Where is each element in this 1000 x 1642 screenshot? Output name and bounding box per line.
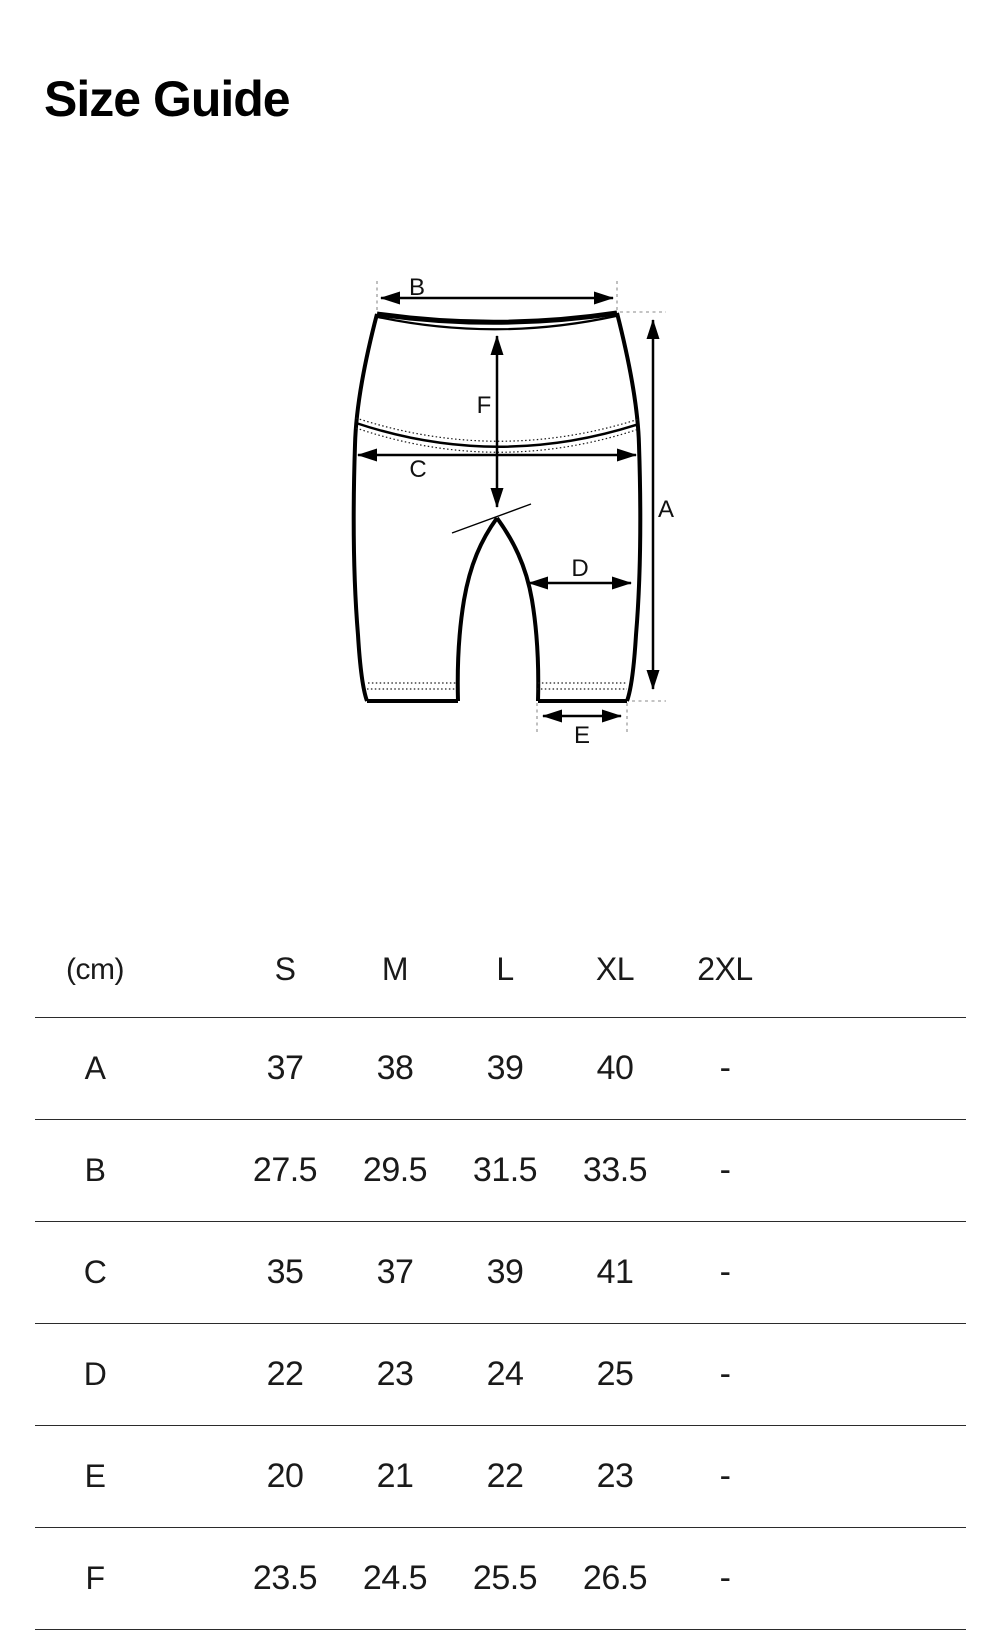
size-value: 22	[266, 1355, 304, 1393]
waistband-top-edge	[377, 313, 617, 322]
size-value: 39	[486, 1049, 524, 1087]
size-value: 24	[486, 1355, 524, 1393]
measure-label-b: B	[408, 274, 426, 301]
measurement-labels	[409, 274, 674, 749]
size-value: -	[719, 1355, 731, 1393]
size-value: 40	[596, 1049, 634, 1087]
size-value: -	[719, 1049, 731, 1087]
size-header-xl: XL	[595, 951, 635, 987]
table-row-e	[35, 1425, 966, 1527]
size-value: -	[719, 1151, 731, 1189]
measure-label-c: C	[409, 456, 427, 483]
size-value: 39	[486, 1253, 524, 1291]
size-header-2xl: 2XL	[697, 951, 753, 987]
page-title: Size Guide	[44, 71, 290, 127]
size-value: -	[719, 1457, 731, 1495]
size-value: 26.5	[582, 1559, 648, 1597]
size-value: 29.5	[362, 1151, 428, 1189]
row-label: A	[84, 1050, 106, 1086]
table-row-b	[35, 1119, 966, 1221]
size-value: 21	[376, 1457, 414, 1495]
size-value: 25.5	[472, 1559, 538, 1597]
measure-label-e: E	[573, 722, 591, 749]
size-value: 23	[596, 1457, 634, 1495]
measure-label-d: D	[571, 555, 589, 582]
size-value: 37	[266, 1049, 304, 1087]
row-label: D	[83, 1356, 107, 1392]
size-value: 38	[376, 1049, 414, 1087]
size-value: 22	[486, 1457, 524, 1495]
size-value: 41	[596, 1253, 634, 1291]
size-header-s: S	[274, 951, 296, 987]
size-value: 31.5	[472, 1151, 538, 1189]
size-value: 20	[266, 1457, 304, 1495]
size-value: 23.5	[252, 1559, 318, 1597]
size-value: 23	[376, 1355, 414, 1393]
size-value: -	[719, 1559, 731, 1597]
left-outseam	[354, 314, 377, 701]
size-table	[35, 922, 966, 1630]
measure-label-a: A	[657, 496, 675, 523]
size-value: 37	[376, 1253, 414, 1291]
shorts-measurement-diagram	[330, 255, 690, 755]
table-row-d	[35, 1323, 966, 1425]
size-header-m: M	[381, 951, 409, 987]
right-outseam	[617, 313, 640, 701]
size-header-l: L	[496, 951, 514, 987]
table-row-a	[35, 1017, 966, 1119]
row-label: C	[83, 1254, 107, 1290]
unit-header: (cm)	[66, 952, 124, 986]
right-inseam	[497, 518, 538, 701]
measurement-arrows	[358, 298, 653, 716]
size-value: 35	[266, 1253, 304, 1291]
size-value: 24.5	[362, 1559, 428, 1597]
row-label: F	[85, 1560, 105, 1596]
size-value: -	[719, 1253, 731, 1291]
row-label: E	[84, 1458, 106, 1494]
table-row-f	[35, 1527, 966, 1629]
measure-label-f: F	[476, 392, 492, 419]
size-value: 33.5	[582, 1151, 648, 1189]
size-value: 27.5	[252, 1151, 318, 1189]
left-inseam	[458, 518, 497, 701]
size-table-header-row	[35, 922, 966, 1017]
size-value: 25	[596, 1355, 634, 1393]
row-label: B	[84, 1152, 106, 1188]
table-row-c	[35, 1221, 966, 1323]
